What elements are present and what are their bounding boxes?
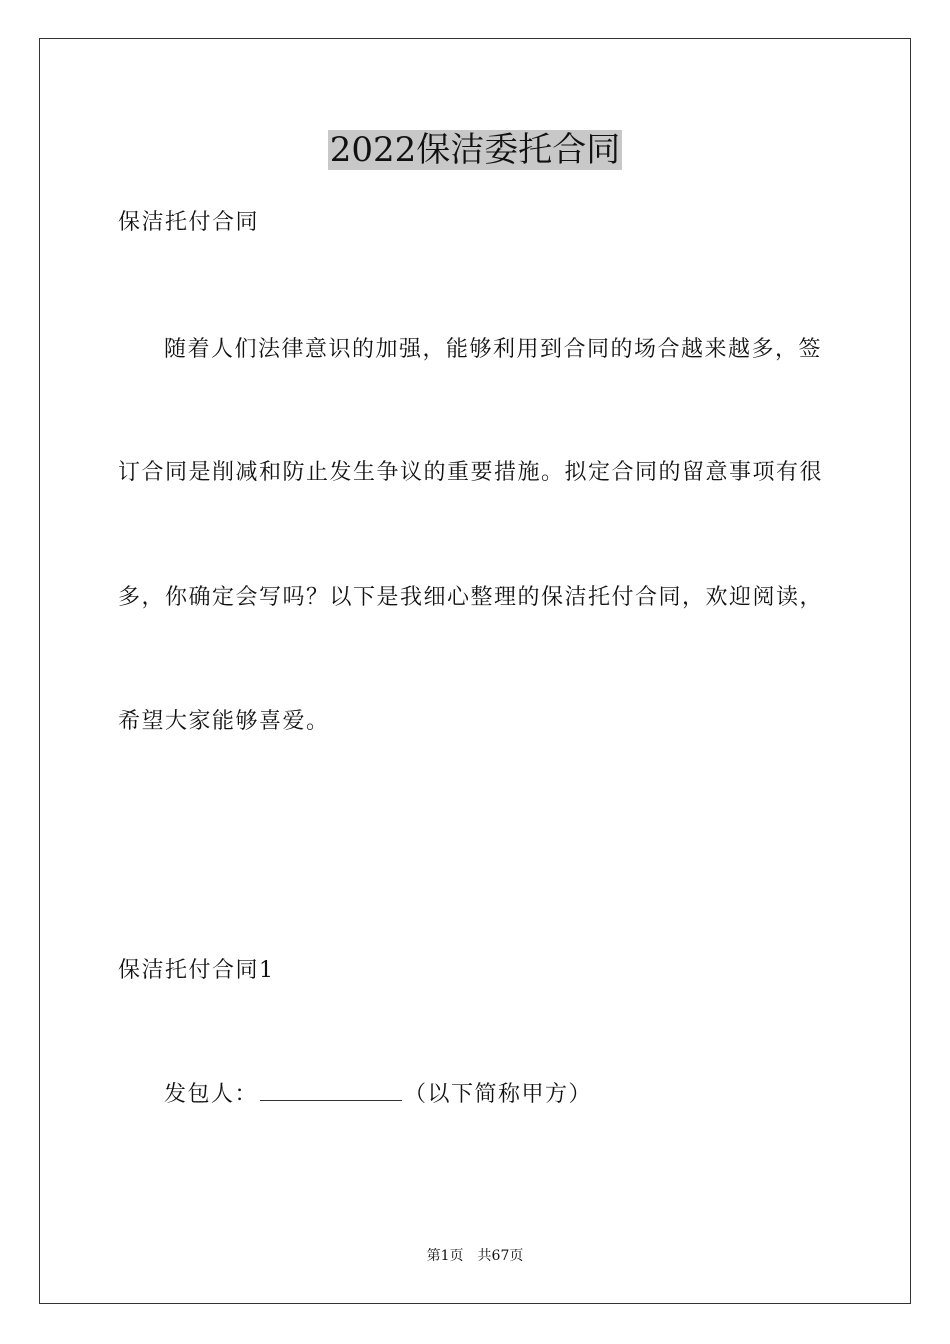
document-subtitle: 保洁托付合同 (118, 210, 260, 235)
document-title (0, 128, 950, 172)
party-name-blank (260, 1080, 402, 1101)
page-total: 共67页 (477, 1248, 524, 1264)
document-title-text: 2022保洁委托合同 (329, 130, 621, 170)
intro-line-4: 希望大家能够喜爱。 (118, 709, 330, 734)
page-number: 第1页 (426, 1248, 464, 1264)
section-heading: 保洁托付合同1 (118, 958, 275, 983)
intro-line-3: 多，你确定会写吗？以下是我细心整理的保洁托付合同，欢迎阅读， (118, 585, 824, 610)
party-line (164, 1080, 592, 1110)
party-suffix: （以下简称甲方） (404, 1082, 593, 1107)
party-label: 发包人： (164, 1082, 259, 1107)
intro-line-1: 随着人们法律意识的加强，能够利用到合同的场合越来越多，签 (164, 337, 823, 362)
page-footer (0, 1246, 950, 1266)
intro-line-2: 订合同是削减和防止发生争议的重要措施。拟定合同的留意事项有很 (118, 460, 824, 485)
